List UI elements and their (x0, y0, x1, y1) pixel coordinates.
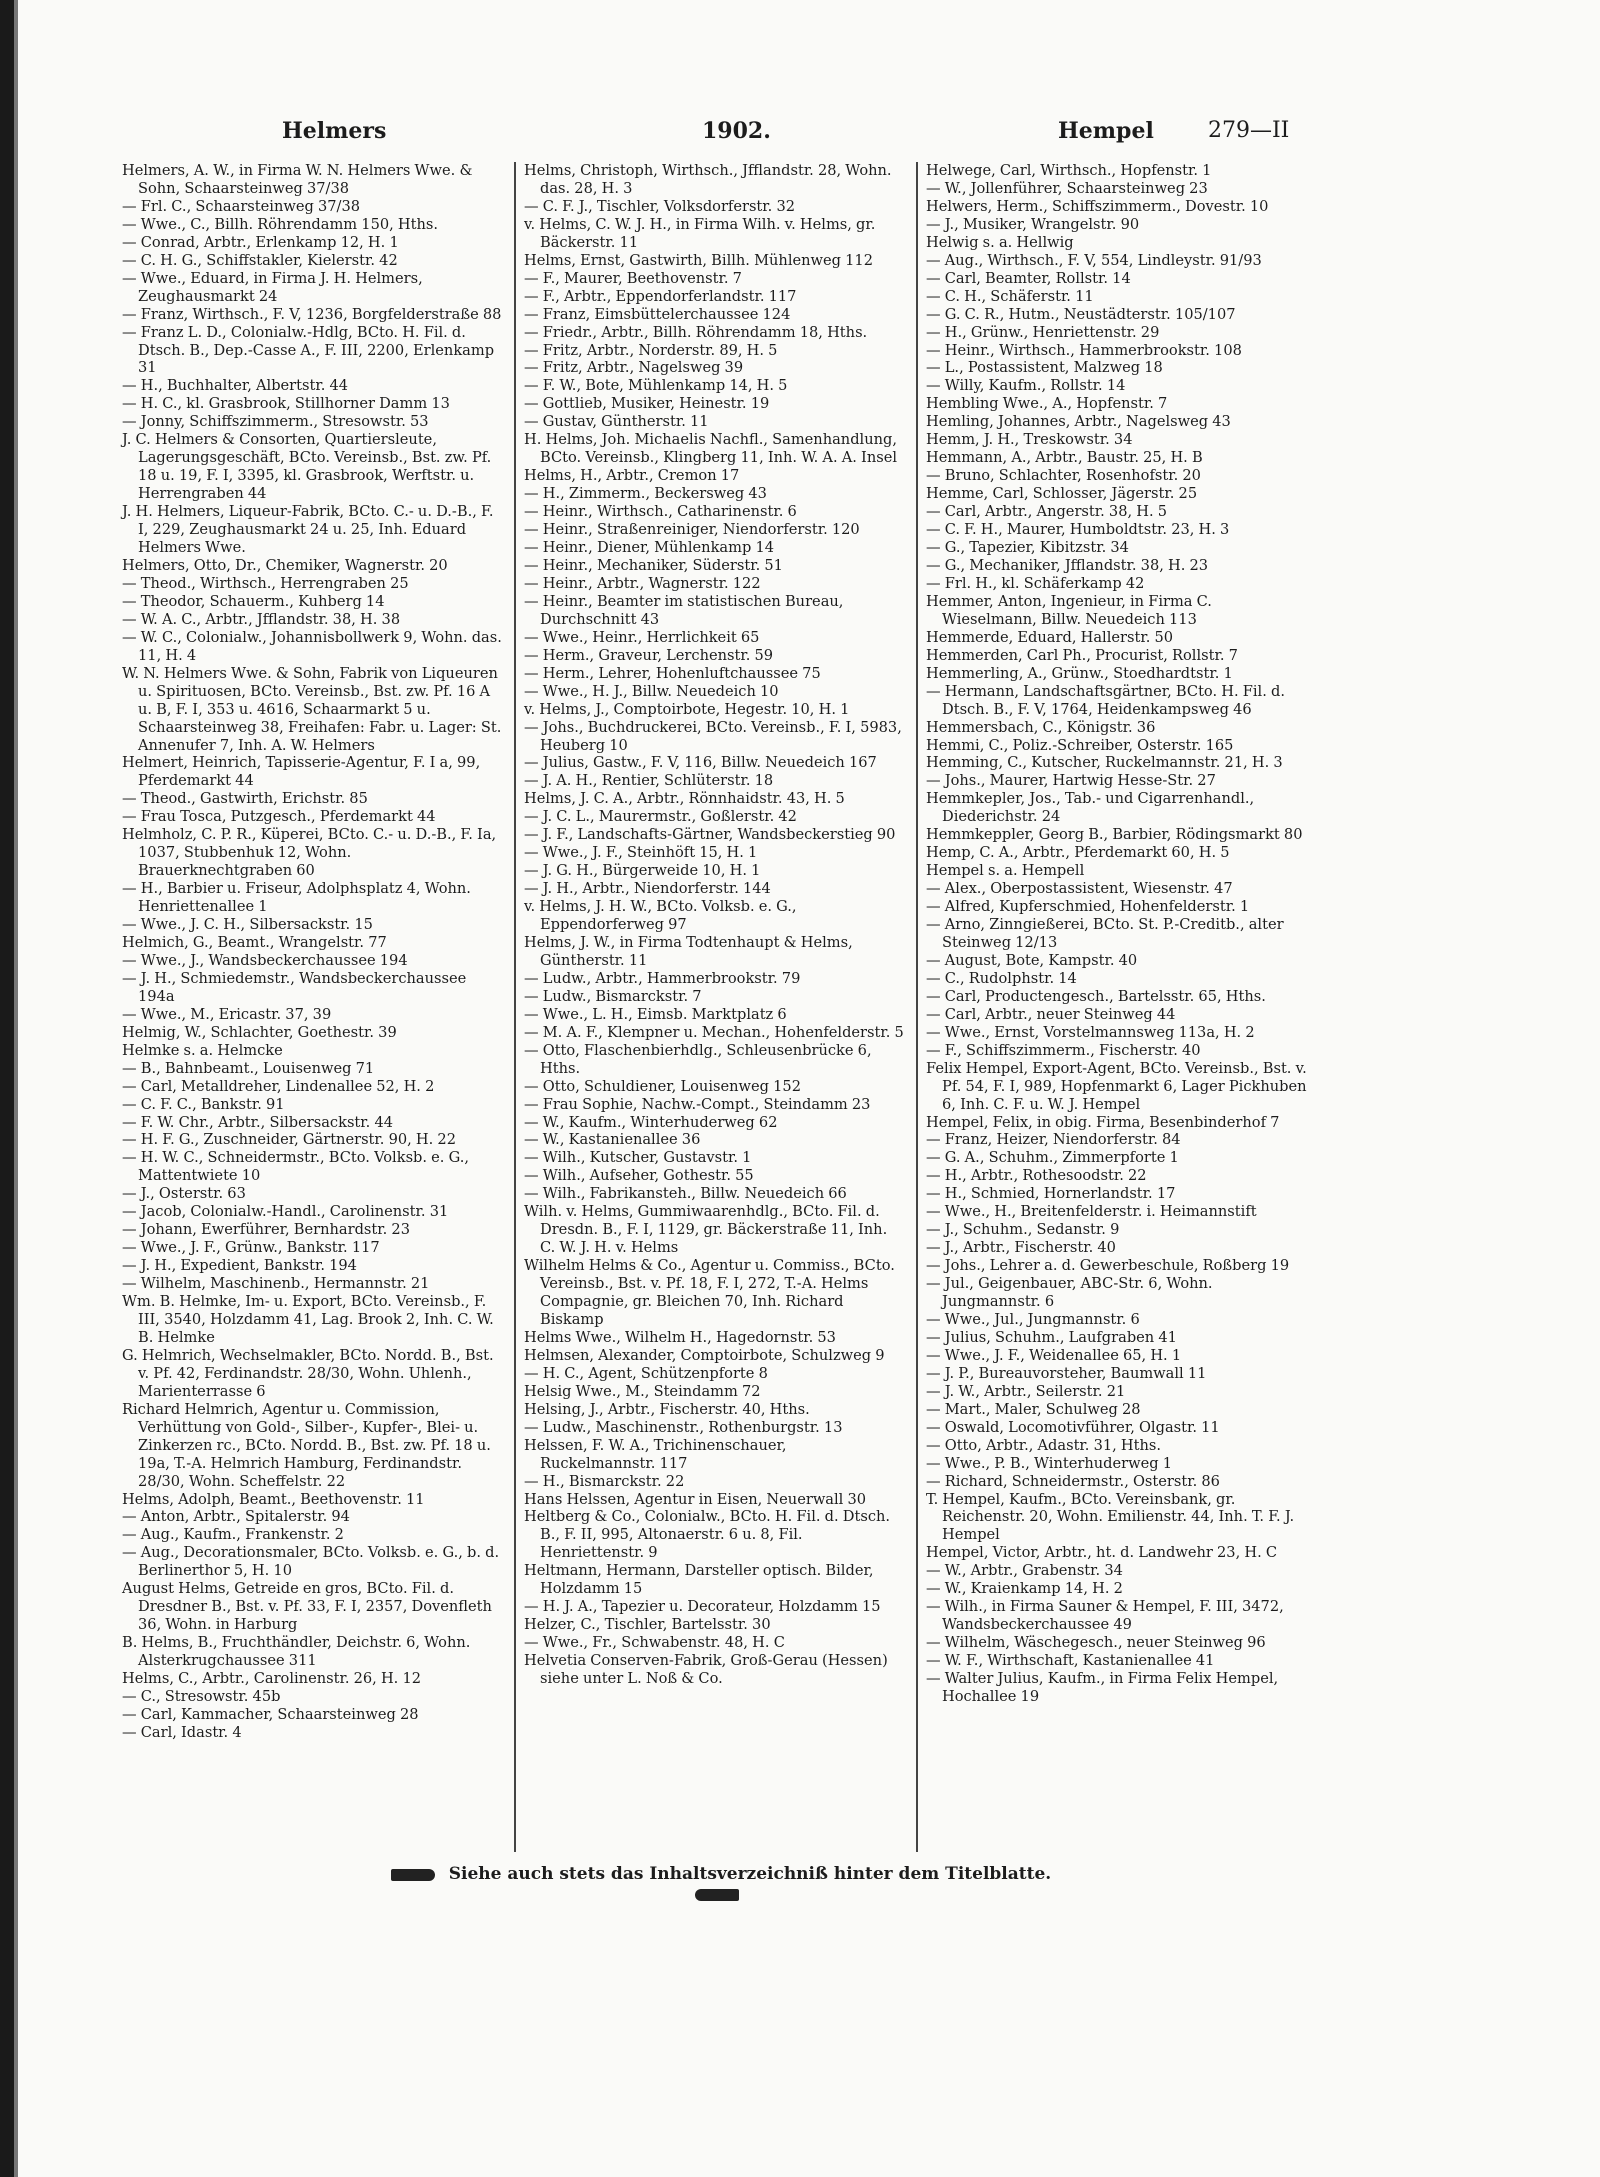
directory-entry: v. Helms, J., Comptoirbote, Hegestr. 10, H. 1 (524, 700, 850, 718)
directory-entry: — W., Jollenführer, Schaarsteinweg 23 (926, 179, 1208, 197)
directory-entry: — G., Mechaniker, Jfflandstr. 38, H. 23 (926, 556, 1209, 574)
directory-entry: — Jul., Geigenbauer, ABC-Str. 6, Wohn. Jungmannstr. 6 (926, 1275, 1213, 1311)
directory-entry: — C. H., Schäferstr. 11 (926, 287, 1094, 305)
directory-entry: Felix Hempel, Export-Agent, BCto. Vereinsb., Bst. v. Pf. 54, F. I, 989, Hopfenmarkt 6, Lager Pickhuben 6, Inh. C. F. u. W. J. Hempel (926, 1059, 1307, 1113)
directory-entry: — W., Arbtr., Grabenstr. 34 (926, 1562, 1123, 1580)
directory-entry: — Wilh., Aufseher, Gothestr. 55 (524, 1167, 754, 1185)
running-head-right: Hempel (1058, 118, 1154, 144)
directory-entry: — F. W. Chr., Arbtr., Silbersackstr. 44 (122, 1113, 394, 1131)
directory-entry: J. C. Helmers & Consorten, Quartiersleute, Lagerungsgeschäft, BCto. Vereinsb., Bst. zw. Pf. 18 u. 19, F. I, 3395, kl. Grasbrook, Werftstr. u. Herrengraben 44 (122, 431, 492, 503)
directory-entry: — Friedr., Arbtr., Billh. Röhrendamm 18, Hths. (524, 323, 868, 341)
directory-entry: — Oswald, Locomotivführer, Olgastr. 11 (926, 1418, 1220, 1436)
directory-entry: Hemm, J. H., Treskowstr. 34 (926, 431, 1133, 449)
directory-entry: Hemmersbach, C., Königstr. 36 (926, 718, 1156, 736)
directory-entry: — Heinr., Beamter im statistischen Bureau, Durchschnitt 43 (524, 592, 844, 628)
directory-entry: Hembling Wwe., A., Hopfenstr. 7 (926, 395, 1168, 413)
directory-entry: — Alfred, Kupferschmied, Hohenfelderstr. 1 (926, 898, 1250, 916)
directory-entry: Helms, Christoph, Wirthsch., Jfflandstr. 28, Wohn. das. 28, H. 3 (524, 162, 892, 197)
directory-entry: Hempel, Felix, in obig. Firma, Besenbinderhof 7 (926, 1113, 1280, 1131)
directory-entry: v. Helms, J. H. W., BCto. Volksb. e. G., Eppendorferweg 97 (524, 898, 797, 934)
directory-entry: Helwers, Herm., Schiffszimmerm., Dovestr. 10 (926, 197, 1269, 215)
directory-entry: Hempel s. a. Hempell (926, 862, 1085, 880)
directory-entry: — J. H., Expedient, Bankstr. 194 (122, 1257, 357, 1275)
directory-entry: — Wwe., H. J., Billw. Neuedeich 10 (524, 682, 779, 700)
directory-entry: — Theod., Gastwirth, Erichstr. 85 (122, 790, 368, 808)
directory-entry: — J. W., Arbtr., Seilerstr. 21 (926, 1382, 1126, 1400)
column-divider (916, 162, 918, 1852)
directory-entry: — G. C. R., Hutm., Neustädterstr. 105/107 (926, 305, 1236, 323)
directory-entry: — J., Schuhm., Sedanstr. 9 (926, 1221, 1120, 1239)
directory-entry: — Wwe., Fr., Schwabenstr. 48, H. C (524, 1634, 785, 1652)
directory-entry: H. Helms, Joh. Michaelis Nachfl., Samenhandlung, BCto. Vereinsb., Klingberg 11, Inh. W. A. A. Insel (524, 431, 898, 467)
directory-entry: — B., Bahnbeamt., Louisenweg 71 (122, 1059, 375, 1077)
directory-entry: — J. C. L., Maurermstr., Goßlerstr. 42 (524, 808, 797, 826)
directory-entry: — Johann, Ewerführer, Bernhardstr. 23 (122, 1221, 410, 1239)
directory-entry: Helmert, Heinrich, Tapisserie-Agentur, F. I a, 99, Pferdemarkt 44 (122, 754, 481, 790)
directory-entry: Hemme, Carl, Schlosser, Jägerstr. 25 (926, 485, 1198, 503)
directory-entry: — G., Tapezier, Kibitzstr. 34 (926, 539, 1129, 557)
directory-entry: — Wwe., C., Billh. Röhrendamm 150, Hths. (122, 215, 439, 233)
directory-entry: Helms, Ernst, Gastwirth, Billh. Mühlenweg 112 (524, 251, 873, 269)
directory-entry: — Ludw., Arbtr., Hammerbrookstr. 79 (524, 969, 801, 987)
directory-entry: — Carl, Arbtr., Angerstr. 38, H. 5 (926, 503, 1168, 521)
directory-entry: — F., Schiffszimmerm., Fischerstr. 40 (926, 1041, 1201, 1059)
directory-entry: — Wwe., J. C. H., Silbersackstr. 15 (122, 916, 373, 934)
directory-entry: — Carl, Beamter, Rollstr. 14 (926, 269, 1131, 287)
directory-entry: — C. F. C., Bankstr. 91 (122, 1095, 285, 1113)
directory-entry: — W. F., Wirthschaft, Kastanienallee 41 (926, 1652, 1215, 1670)
directory-entry: — Jacob, Colonialw.-Handl., Carolinenstr. 31 (122, 1203, 449, 1221)
directory-entry: — H., Grünw., Henriettenstr. 29 (926, 323, 1160, 341)
directory-entry: Hemmer, Anton, Ingenieur, in Firma C. Wieselmann, Billw. Neuedeich 113 (926, 592, 1212, 628)
footer-text: Siehe auch stets das Inhaltsverzeichniß hinter dem Titelblatte. (448, 1864, 1052, 1884)
directory-entry: — Wwe., J. F., Steinhöft 15, H. 1 (524, 844, 758, 862)
directory-entry: Hemmann, A., Arbtr., Baustr. 25, H. B (926, 449, 1203, 467)
directory-entry: — C., Rudolphstr. 14 (926, 969, 1077, 987)
directory-page (122, 112, 1314, 1932)
directory-entry: — H. F. G., Zuschneider, Gärtnerstr. 90, H. 22 (122, 1131, 456, 1149)
directory-entry: — H., Schmied, Hornerlandstr. 17 (926, 1185, 1176, 1203)
directory-entry: — Mart., Maler, Schulweg 28 (926, 1400, 1141, 1418)
directory-entry: Helmig, W., Schlachter, Goethestr. 39 (122, 1023, 397, 1041)
directory-entry: Helwege, Carl, Wirthsch., Hopfenstr. 1 (926, 162, 1212, 179)
directory-entry: August Helms, Getreide en gros, BCto. Fil. d. Dresdner B., Bst. v. Pf. 33, F. I, 2357, Dovenfleth 36, Wohn. in Harburg (122, 1580, 492, 1634)
directory-entry: — Franz, Wirthsch., F. V, 1236, Borgfelderstraße 88 (122, 305, 502, 323)
binding-shadow (14, 0, 18, 2177)
directory-entry: Hemming, C., Kutscher, Ruckelmannstr. 21, H. 3 (926, 754, 1283, 772)
directory-entry: — August, Bote, Kampstr. 40 (926, 951, 1138, 969)
directory-entry: Helmholz, C. P. R., Küperei, BCto. C.- u. D.-B., F. Ia, 1037, Stubbenhuk 12, Wohn. Brauerknechtgraben 60 (122, 826, 497, 880)
directory-entry: — Wwe., Jul., Jungmannstr. 6 (926, 1311, 1140, 1328)
directory-entry: — H., Bismarckstr. 22 (524, 1472, 685, 1490)
directory-entry: Hempel, Victor, Arbtr., ht. d. Landwehr 23, H. C (926, 1544, 1278, 1562)
directory-entry: — Conrad, Arbtr., Erlenkamp 12, H. 1 (122, 233, 399, 251)
directory-entry: — Franz, Eimsbüttelerchaussee 124 (524, 305, 791, 323)
book-binding-edge (0, 0, 14, 2177)
page-number: 279—II (1208, 118, 1290, 143)
directory-entry: — Gustav, Güntherstr. 11 (524, 413, 709, 431)
footer-note (352, 1864, 1082, 1904)
directory-entry: — Frl. H., kl. Schäferkamp 42 (926, 574, 1145, 592)
directory-entry: — J. A. H., Rentier, Schlüterstr. 18 (524, 772, 774, 790)
directory-entry: — Wilhelm, Wäschegesch., neuer Steinweg 96 (926, 1634, 1266, 1652)
directory-entry: v. Helms, C. W. J. H., in Firma Wilh. v. Helms, gr. Bäckerstr. 11 (524, 215, 876, 251)
directory-entry: — Willy, Kaufm., Rollstr. 14 (926, 377, 1126, 395)
directory-entry: — Anton, Arbtr., Spitalerstr. 94 (122, 1508, 350, 1526)
directory-entry: — J. G. H., Bürgerweide 10, H. 1 (524, 862, 761, 880)
directory-entry: — C. F. H., Maurer, Humboldtstr. 23, H. 3 (926, 521, 1230, 539)
directory-entry: — H. C., kl. Grasbrook, Stillhorner Damm 13 (122, 395, 450, 413)
directory-entry: — Walter Julius, Kaufm., in Firma Felix Hempel, Hochallee 19 (926, 1670, 1279, 1706)
pointing-hand-icon (695, 1889, 739, 1901)
directory-entry: — H., Barbier u. Friseur, Adolphsplatz 4, Wohn. Henriettenallee 1 (122, 880, 471, 916)
directory-entry: — J., Musiker, Wrangelstr. 90 (926, 215, 1140, 233)
directory-entry: Wilhelm Helms & Co., Agentur u. Commiss., BCto. Vereinsb., Bst. v. Pf. 18, F. I, 272, T.-A. Helms Compagnie, gr. Bleichen 70, Inh. Richard Biskamp (524, 1257, 895, 1328)
directory-entry: Helmers, A. W., in Firma W. N. Helmers Wwe. & Sohn, Schaarsteinweg 37/38 (122, 162, 473, 197)
directory-entry: — Bruno, Schlachter, Rosenhofstr. 20 (926, 467, 1201, 485)
directory-entry: — H., Zimmerm., Beckersweg 43 (524, 485, 767, 503)
directory-entry: — Heinr., Straßenreiniger, Niendorferstr. 120 (524, 521, 860, 539)
directory-entry: — Frau Sophie, Nachw.-Compt., Steindamm 23 (524, 1095, 871, 1113)
directory-entry: — W., Kaufm., Winterhuderweg 62 (524, 1113, 778, 1131)
directory-entry: B. Helms, B., Fruchthändler, Deichstr. 6, Wohn. Alsterkrugchaussee 311 (122, 1634, 471, 1670)
directory-entry: — Jonny, Schiffszimmerm., Stresowstr. 53 (122, 413, 429, 431)
page-header (122, 118, 1314, 158)
directory-entry: Hemmi, C., Poliz.-Schreiber, Osterstr. 165 (926, 736, 1234, 754)
directory-entry: — W., Kastanienallee 36 (524, 1131, 701, 1149)
running-head-left: Helmers (282, 118, 387, 144)
directory-entry: — Wwe., L. H., Eimsb. Marktplatz 6 (524, 1005, 787, 1023)
directory-entry: — J. H., Schmiedemstr., Wandsbeckerchaussee 194a (122, 969, 467, 1005)
directory-entry: — Wwe., J., Wandsbeckerchaussee 194 (122, 951, 408, 969)
year-heading: 1902. (702, 118, 771, 144)
directory-entry: — J. P., Bureauvorsteher, Baumwall 11 (926, 1364, 1207, 1382)
directory-entry: — H., Arbtr., Rothesoodstr. 22 (926, 1167, 1147, 1185)
column-middle (524, 162, 906, 1688)
directory-entry: Helmke s. a. Helmcke (122, 1041, 283, 1059)
directory-entry: — Frau Tosca, Putzgesch., Pferdemarkt 44 (122, 808, 436, 826)
directory-entry: Helms, J. C. A., Arbtr., Rönnhaidstr. 43, H. 5 (524, 790, 845, 808)
directory-entry: — W., Kraienkamp 14, H. 2 (926, 1580, 1123, 1598)
directory-entry: — G. A., Schuhm., Zimmerpforte 1 (926, 1149, 1179, 1167)
directory-entry: — C., Stresowstr. 45b (122, 1688, 281, 1706)
directory-entry: — Wwe., M., Ericastr. 37, 39 (122, 1005, 332, 1023)
directory-entry: — Gottlieb, Musiker, Heinestr. 19 (524, 395, 770, 413)
directory-entry: — J. F., Landschafts-Gärtner, Wandsbeckerstieg 90 (524, 826, 896, 844)
directory-entry: — Herm., Graveur, Lerchenstr. 59 (524, 646, 774, 664)
directory-entry: — Wwe., J. F., Grünw., Bankstr. 117 (122, 1239, 380, 1257)
directory-entry: — H. J. A., Tapezier u. Decorateur, Holzdamm 15 (524, 1598, 881, 1616)
directory-entry: W. N. Helmers Wwe. & Sohn, Fabrik von Liqueuren u. Spirituosen, BCto. Vereinsb., Bst. zw. Pf. 16 A u. B, F. I, 353 u. 4616, Schaarmarkt 5 u. Schaarsteinweg 38, Freihafen: Fabr. u. Lager: St. Annenufer 7, Inh. A. W. Helmers (122, 664, 502, 754)
directory-entry: — Ludw., Bismarckstr. 7 (524, 987, 702, 1005)
directory-entry: — Hermann, Landschaftsgärtner, BCto. H. Fil. d. Dtsch. B., F. V, 1764, Heidenkampsweg 46 (926, 682, 1285, 718)
directory-entry: Hemp, C. A., Arbtr., Pferdemarkt 60, H. 5 (926, 844, 1230, 862)
directory-entry: Helzer, C., Tischler, Bartelsstr. 30 (524, 1616, 771, 1634)
column-divider (514, 162, 516, 1852)
directory-entry: — Carl, Kammacher, Schaarsteinweg 28 (122, 1705, 419, 1723)
directory-entry: Helms, J. W., in Firma Todtenhaupt & Helms, Güntherstr. 11 (524, 933, 853, 969)
directory-entry: — Heinr., Mechaniker, Süderstr. 51 (524, 556, 783, 574)
column-right (926, 162, 1308, 1706)
directory-entry: — Wilh., Fabrikansteh., Billw. Neuedeich 66 (524, 1185, 847, 1203)
directory-entry: Helssen, F. W. A., Trichinenschauer, Ruckelmannstr. 117 (524, 1436, 787, 1472)
directory-entry: Wm. B. Helmke, Im- u. Export, BCto. Vereinsb., F. III, 3540, Holzdamm 41, Lag. Brook 2, Inh. C. W. B. Helmke (122, 1293, 494, 1346)
directory-entry: — Richard, Schneidermstr., Osterstr. 86 (926, 1472, 1220, 1490)
directory-entry: — J. H., Arbtr., Niendorferstr. 144 (524, 880, 771, 898)
directory-entry: — Theod., Wirthsch., Herrengraben 25 (122, 574, 409, 592)
directory-entry: Hemling, Johannes, Arbtr., Nagelsweg 43 (926, 413, 1231, 431)
directory-entry: — Arno, Zinngießerei, BCto. St. P.-Creditb., alter Steinweg 12/13 (926, 916, 1284, 951)
directory-entry: — Otto, Schuldiener, Louisenweg 152 (524, 1077, 801, 1095)
directory-entry: Helms Wwe., Wilhelm H., Hagedornstr. 53 (524, 1328, 836, 1346)
directory-entry: — F. W., Bote, Mühlenkamp 14, H. 5 (524, 377, 788, 395)
directory-entry: Richard Helmrich, Agentur u. Commission, Verhüttung von Gold-, Silber-, Kupfer-, Blei- u. Zinkerzen rc., BCto. Nordd. B., Bst. zw. Pf. 18 u. 19a, T.-A. Helmrich Hamburg, Ferdinandstr. 28/30, Wohn. Scheffelstr. 22 (122, 1400, 491, 1490)
directory-entry: — Aug., Wirthsch., F. V, 554, Lindleystr. 91/93 (926, 251, 1262, 269)
directory-entry: — Franz L. D., Colonialw.-Hdlg, BCto. H. Fil. d. Dtsch. B., Dep.-Casse A., F. III, 2200, Erlenkamp 31 (122, 323, 495, 377)
directory-entry: — H. C., Agent, Schützenpforte 8 (524, 1364, 768, 1382)
directory-entry: — Herm., Lehrer, Hohenluftchaussee 75 (524, 664, 821, 682)
directory-entry: Hemmerling, A., Grünw., Stoedhardtstr. 1 (926, 664, 1233, 682)
directory-entry: — Aug., Decorationsmaler, BCto. Volksb. e. G., b. d. Berlinerthor 5, H. 10 (122, 1544, 500, 1580)
directory-entry: Helvetia Conserven-Fabrik, Groß-Gerau (Hessen) siehe unter L. Noß & Co. (524, 1652, 888, 1688)
directory-entry: — Heinr., Diener, Mühlenkamp 14 (524, 539, 775, 557)
directory-entry: — Julius, Schuhm., Laufgraben 41 (926, 1328, 1177, 1346)
directory-entry: — Wilh., Kutscher, Gustavstr. 1 (524, 1149, 752, 1167)
column-left (122, 162, 504, 1742)
directory-entry: — Julius, Gastw., F. V, 116, Billw. Neuedeich 167 (524, 754, 877, 772)
directory-entry: — Wwe., J. F., Weidenallee 65, H. 1 (926, 1346, 1182, 1364)
directory-entry: Helmsen, Alexander, Comptoirbote, Schulzweg 9 (524, 1346, 885, 1364)
directory-entry: — Alex., Oberpostassistent, Wiesenstr. 47 (926, 880, 1233, 898)
directory-entry: — Heinr., Wirthsch., Catharinenstr. 6 (524, 503, 797, 521)
directory-entry: — W. C., Colonialw., Johannisbollwerk 9, Wohn. das. 11, H. 4 (122, 628, 502, 664)
directory-entry: Helsig Wwe., M., Steindamm 72 (524, 1382, 761, 1400)
directory-entry: G. Helmrich, Wechselmakler, BCto. Nordd. B., Bst. v. Pf. 42, Ferdinandstr. 28/30, Wohn. Uhlenh., Marienterrasse 6 (122, 1346, 494, 1400)
directory-entry: — C. F. J., Tischler, Volksdorferstr. 32 (524, 197, 796, 215)
directory-entry: — Otto, Arbtr., Adastr. 31, Hths. (926, 1436, 1162, 1454)
directory-entry: Hemmkepler, Jos., Tab.- und Cigarrenhandl., Diederichstr. 24 (926, 790, 1255, 826)
directory-entry: Helwig s. a. Hellwig (926, 233, 1074, 251)
directory-entry: Heltmann, Hermann, Darsteller optisch. Bilder, Holzdamm 15 (524, 1562, 874, 1598)
directory-entry: — Otto, Flaschenbierhdlg., Schleusenbrücke 6, Hths. (524, 1041, 872, 1077)
directory-entry: — Wwe., P. B., Winterhuderweg 1 (926, 1454, 1172, 1472)
directory-entry: Helmich, G., Beamt., Wrangelstr. 77 (122, 933, 387, 951)
directory-entry: — Theodor, Schauerm., Kuhberg 14 (122, 592, 385, 610)
directory-entry: — Johs., Buchdruckerei, BCto. Vereinsb., F. I, 5983, Heuberg 10 (524, 718, 902, 754)
directory-entry: — Carl, Metalldreher, Lindenallee 52, H. 2 (122, 1077, 435, 1095)
directory-entry: — Wilh., in Firma Sauner & Hempel, F. III, 3472, Wandsbeckerchaussee 49 (926, 1598, 1284, 1634)
directory-entry: Heltberg & Co., Colonialw., BCto. H. Fil. d. Dtsch. B., F. II, 995, Altonaerstr. 6 u. 8, Fil. Henriettenstr. 9 (524, 1508, 891, 1562)
directory-entry: J. H. Helmers, Liqueur-Fabrik, BCto. C.- u. D.-B., F. I, 229, Zeughausmarkt 24 u. 25, Inh. Eduard Helmers Wwe. (122, 503, 494, 557)
directory-entry: — C. H. G., Schiffstakler, Kielerstr. 42 (122, 251, 398, 269)
directory-entry: Hemmkeppler, Georg B., Barbier, Rödingsmarkt 80 (926, 826, 1303, 844)
directory-entry: — Carl, Productengesch., Bartelsstr. 65, Hths. (926, 987, 1266, 1005)
directory-entry: Hemmerde, Eduard, Hallerstr. 50 (926, 628, 1174, 646)
directory-entry: — Wilhelm, Maschinenb., Hermannstr. 21 (122, 1275, 430, 1293)
directory-entry: — Wwe., H., Breitenfelderstr. i. Heimannstift (926, 1203, 1257, 1221)
directory-entry: — H., Buchhalter, Albertstr. 44 (122, 377, 349, 395)
directory-entry: — Aug., Kaufm., Frankenstr. 2 (122, 1526, 344, 1544)
directory-entry: — Carl, Arbtr., neuer Steinweg 44 (926, 1005, 1176, 1023)
directory-entry: — J., Arbtr., Fischerstr. 40 (926, 1239, 1116, 1257)
directory-entry: Helms, Adolph, Beamt., Beethovenstr. 11 (122, 1490, 425, 1508)
directory-entry: — M. A. F., Klempner u. Mechan., Hohenfelderstr. 5 (524, 1023, 904, 1041)
directory-entry: — Heinr., Arbtr., Wagnerstr. 122 (524, 574, 761, 592)
directory-entry: — Franz, Heizer, Niendorferstr. 84 (926, 1131, 1181, 1149)
directory-entry: Hans Helssen, Agentur in Eisen, Neuerwall 30 (524, 1490, 867, 1508)
directory-entry: Wilh. v. Helms, Gummiwaarenhdlg., BCto. Fil. d. Dresdn. B., F. I, 1129, gr. Bäckerstraße 11, Inh. C. W. J. H. v. Helms (524, 1203, 888, 1257)
pointing-hand-icon (391, 1869, 435, 1881)
directory-entry: — Ludw., Maschinenstr., Rothenburgstr. 13 (524, 1418, 843, 1436)
directory-entry: Helsing, J., Arbtr., Fischerstr. 40, Hths. (524, 1400, 810, 1418)
directory-entry: — Carl, Idastr. 4 (122, 1723, 242, 1741)
directory-entry: Helmers, Otto, Dr., Chemiker, Wagnerstr. 20 (122, 556, 448, 574)
directory-entry: — F., Arbtr., Eppendorferlandstr. 117 (524, 287, 797, 305)
directory-entry: — Heinr., Wirthsch., Hammerbrookstr. 108 (926, 341, 1242, 359)
directory-entry: — H. W. C., Schneidermstr., BCto. Volksb. e. G., Mattentwiete 10 (122, 1149, 470, 1185)
directory-entry: — Frl. C., Schaarsteinweg 37/38 (122, 197, 361, 215)
directory-entry: — Wwe., Heinr., Herrlichkeit 65 (524, 628, 760, 646)
directory-entry: — Fritz, Arbtr., Nagelsweg 39 (524, 359, 744, 377)
directory-entry: — Johs., Lehrer a. d. Gewerbeschule, Roßberg 19 (926, 1257, 1290, 1275)
directory-entry: — W. A. C., Arbtr., Jfflandstr. 38, H. 38 (122, 610, 401, 628)
directory-entry: — Johs., Maurer, Hartwig Hesse-Str. 27 (926, 772, 1216, 790)
directory-entry: Helms, H., Arbtr., Cremon 17 (524, 467, 740, 485)
directory-entry: Helms, C., Arbtr., Carolinenstr. 26, H. 12 (122, 1670, 422, 1688)
directory-entry: — J., Osterstr. 63 (122, 1185, 246, 1203)
directory-entry: — F., Maurer, Beethovenstr. 7 (524, 269, 742, 287)
directory-entry: — Wwe., Ernst, Vorstelmannsweg 113a, H. 2 (926, 1023, 1255, 1041)
directory-entry: — Fritz, Arbtr., Norderstr. 89, H. 5 (524, 341, 778, 359)
directory-entry: — L., Postassistent, Malzweg 18 (926, 359, 1163, 377)
directory-entry: Hemmerden, Carl Ph., Procurist, Rollstr. 7 (926, 646, 1238, 664)
directory-entry: T. Hempel, Kaufm., BCto. Vereinsbank, gr. Reichenstr. 20, Wohn. Emilienstr. 44, Inh. T. F. J. Hempel (926, 1490, 1295, 1544)
directory-entry: — Wwe., Eduard, in Firma J. H. Helmers, Zeughausmarkt 24 (122, 269, 423, 305)
